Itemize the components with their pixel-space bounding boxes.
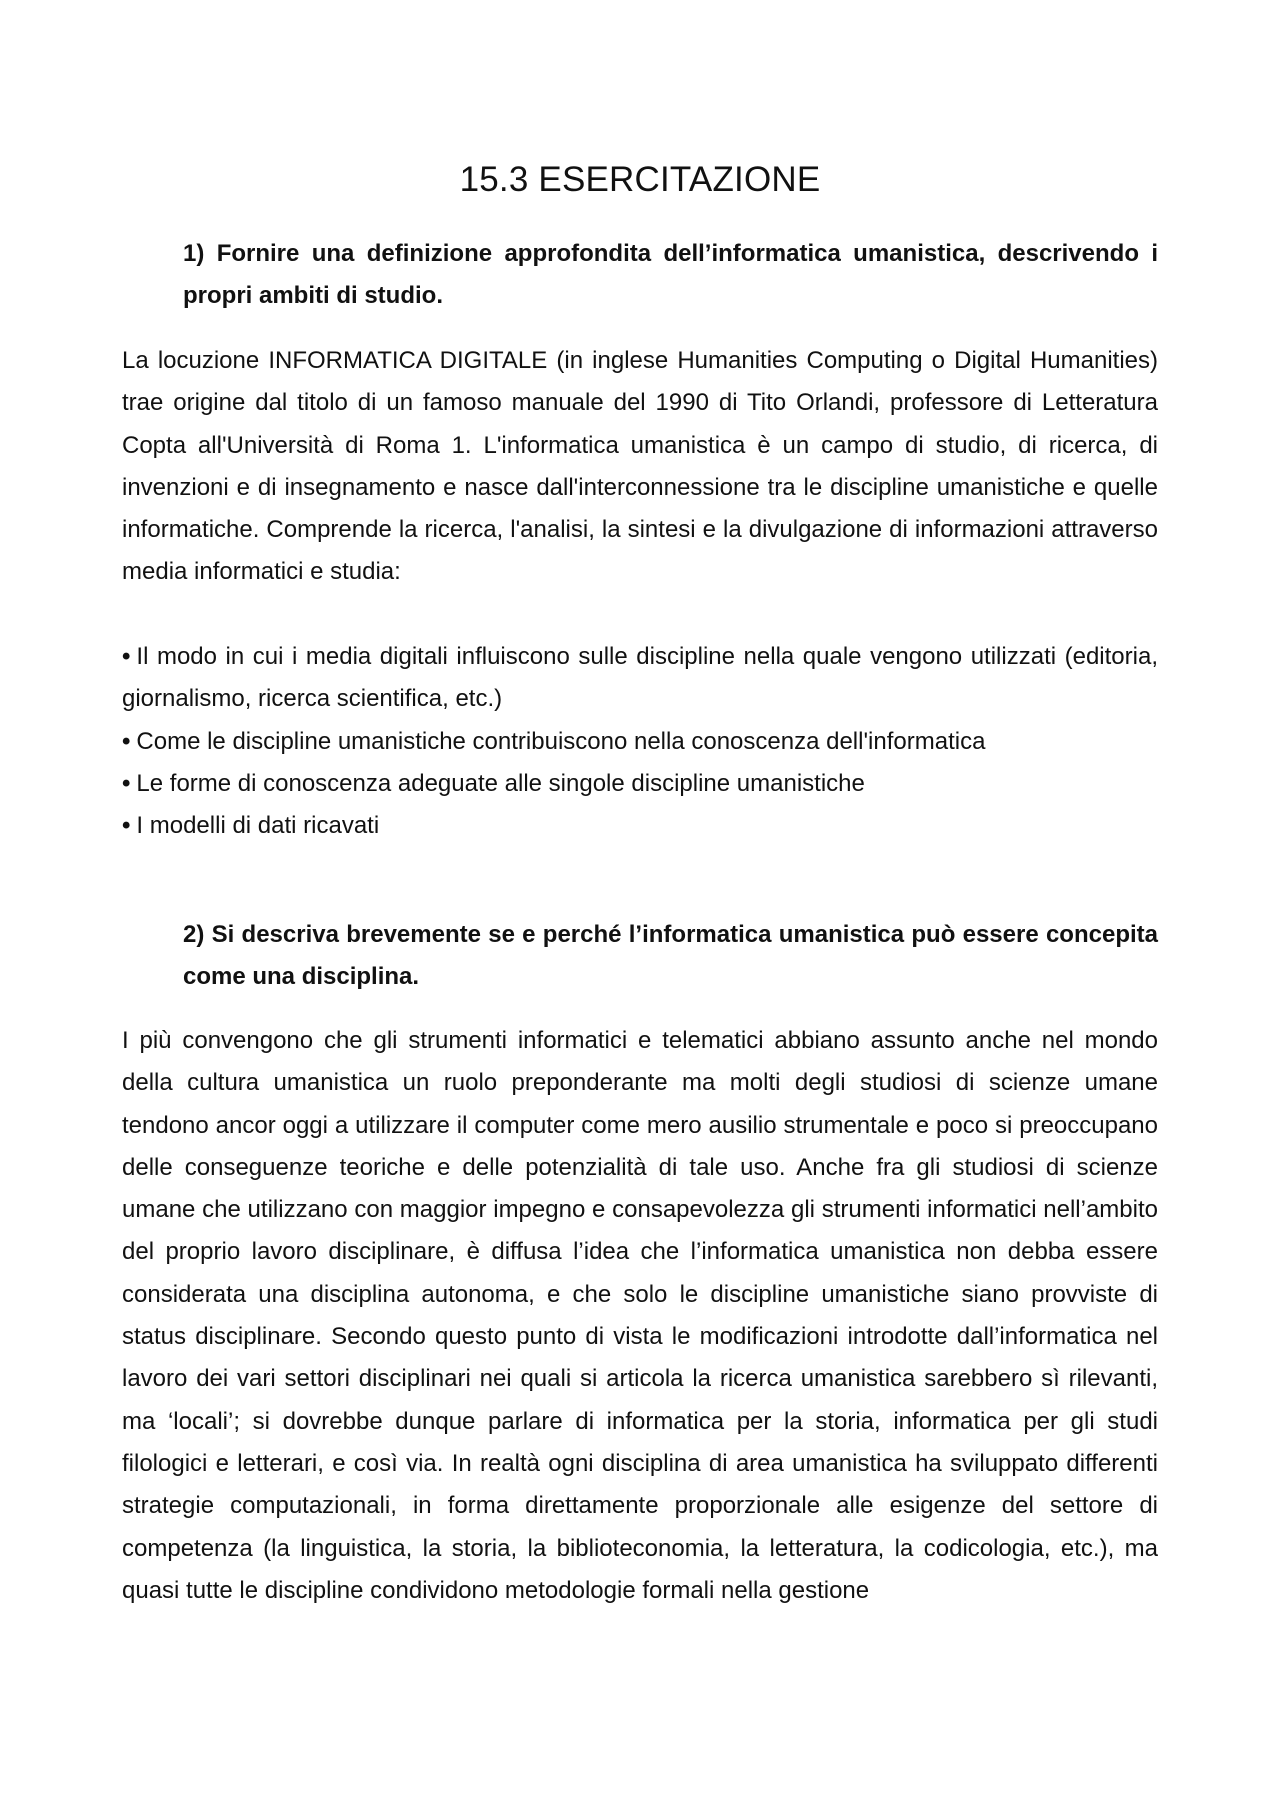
list-item-text: Le forme di conoscenza adeguate alle singole discipline umanistiche [136, 769, 865, 797]
list-item [122, 636, 1158, 721]
list-item [122, 763, 1158, 805]
list-item [122, 805, 1158, 847]
page-title: 15.3 ESERCITAZIONE [459, 160, 821, 199]
list-item [122, 721, 1158, 763]
answer-2-paragraph: I più convengono che gli strumenti informatici e telematici abbiano assunto anche nel mondo della cultura umanistica un ruolo preponderante ma molti degli studiosi di scienze umane tendono ancor oggi a utilizzare il computer come mero ausilio strumentale e poco si preoccupano delle conseguenze teoriche e delle potenzialità di tale uso. Anche fra gli studiosi di scienze umane che utilizzano con maggior impegno e consapevolezza gli strumenti informatici nell’ambito del proprio lavoro disciplinare, è diffusa l’idea che l’informatica umanistica non debba essere considerata una disciplina autonoma, e che solo le discipline umanistiche siano provviste di status disciplinare. Secondo questo punto di vista le modificazioni introdotte dall’informatica nel lavoro dei vari settori disciplinari nei quali si articola la ricerca umanistica sarebbero sì rilevanti, ma ‘locali’; si dovrebbe dunque parlare di informatica per la storia, informatica per gli studi filologici e letterari, e così via. In realtà ogni disciplina di area umanistica ha sviluppato differenti strategie computazionali, in forma direttamente proporzionale alle esigenze del settore di competenza (la linguistica, la storia, la biblioteconomia, la letteratura, la codicologia, etc.), ma quasi tutte le discipline condividono metodologie formali nella gestione [122, 1027, 1158, 1604]
question-1: 1) Fornire una definizione approfondita dell’informatica umanistica, descrivendo i propri ambiti di studio. [183, 240, 1158, 309]
bullet-icon: • [122, 812, 131, 840]
bullet-icon: • [122, 769, 131, 797]
question-2: 2) Si descriva brevemente se e perché l’informatica umanistica può essere concepita come una disciplina. [183, 921, 1158, 990]
bullet-icon: • [122, 727, 131, 755]
answer-1-paragraph: La locuzione INFORMATICA DIGITALE (in inglese Humanities Computing o Digital Humanities) trae origine dal titolo di un famoso manuale del 1990 di Tito Orlandi, professore di Letteratura Copta all'Università di Roma 1. L'informatica umanistica è un campo di studio, di ricerca, di invenzioni e di insegnamento e nasce dall'interconnessione tra le discipline umanistiche e quelle informatiche. Comprende la ricerca, l'analisi, la sintesi e la divulgazione di informazioni attraverso media informatici e studia: [122, 347, 1158, 586]
bullet-icon: • [122, 643, 131, 670]
answer-1-bullet-list [122, 636, 1158, 847]
list-item-text: Come le discipline umanistiche contribuiscono nella conoscenza dell'informatica [136, 727, 986, 755]
list-item-text: I modelli di dati ricavati [136, 812, 380, 840]
list-item-text: Il modo in cui i media digitali influiscono sulle discipline nella quale vengono utilizzati (editoria, giornalismo, ricerca scientifica, etc.) [122, 643, 1158, 713]
